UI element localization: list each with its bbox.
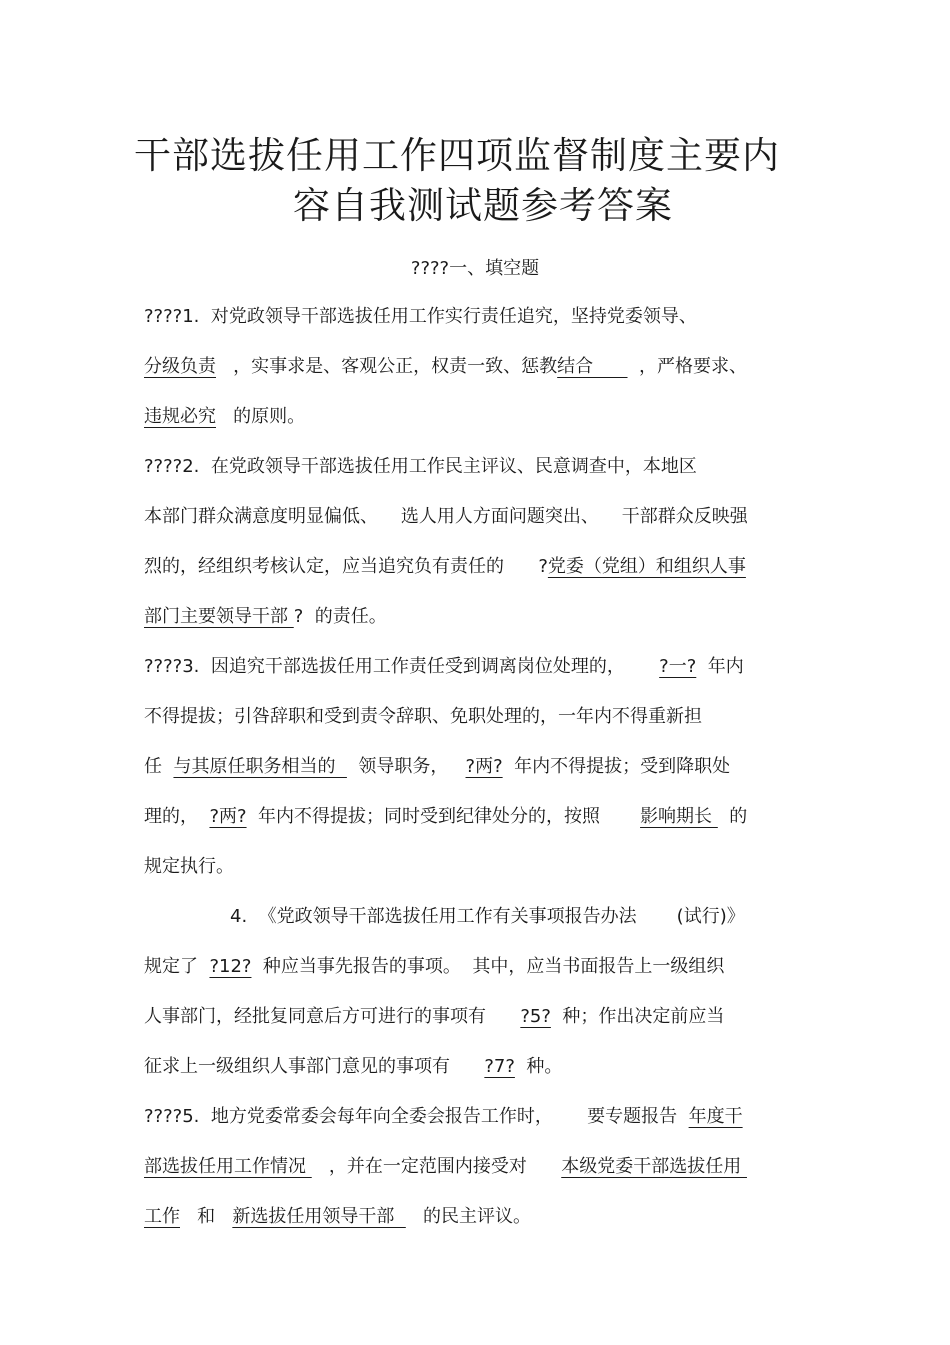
answer-blank: 影响期长 [640,806,718,827]
answer-blank: 结合 [557,356,628,377]
q4-line-1: 4. 《党政领导干部选拔任用工作有关事项报告办法 (试行)》 [230,906,745,927]
answer-blank: 党委（党组）和组织人事 [547,556,746,577]
q4-line-3: 人事部门，经批复同意后方可进行的事项有 ?5? 种；作出决定前应当 [144,1006,725,1027]
answer-blank: ?12? [209,956,252,977]
answer-blank: ?5? [520,1006,551,1027]
q4-line-2: 规定了 ?12? 种应当事先报告的事项。 其中，应当书面报告上一级组织 [144,956,725,977]
q1-line-1: ????1. 对党政领导干部选拔任用工作实行责任追究，坚持党委领导、 [144,306,697,327]
q2-line-3: 烈的，经组织考核认定，应当追究负有责任的 ?党委（党组）和组织人事 [144,556,746,577]
answer-blank: 分级负责 [144,356,216,377]
q1-line-2: 分级负责 ，实事求是、客观公正，权责一致、惩教结合 ，严格要求、 [144,356,747,377]
q2-line-1: ????2. 在党政领导干部选拔任用工作民主评议、民意调查中，本地区 [144,456,697,477]
q2-line-4: 部门主要领导干部 ? 的责任。 [144,606,387,627]
answer-blank: 部选拔任用工作情况 [144,1156,312,1177]
q3-line-2: 不得提拔；引咎辞职和受到责令辞职、免职处理的，一年内不得重新担 [144,706,702,727]
q4-line-4: 征求上一级组织人事部门意见的事项有 ?7? 种。 [144,1056,563,1077]
q3-line-1: ????3. 因追究干部选拔任用工作责任受到调离岗位处理的， ?一? 年内 [144,656,744,677]
document-title-line-2: 容自我测试题参考答案 [293,184,673,227]
document-title-line-1: 干部选拔任用工作四项监督制度主要内 [134,134,780,177]
q3-line-5: 规定执行。 [144,856,234,877]
q5-line-1: ????5. 地方党委常委会每年向全委会报告工作时， 要专题报告 年度干 [144,1106,743,1127]
answer-blank: 违规必究 [144,406,216,427]
answer-blank: ?两? [209,806,247,827]
q5-line-3: 工作 和 新选拔任用领导干部 的民主评议。 [144,1206,531,1227]
answer-blank: 部门主要领导干部 [144,606,294,627]
q1-line-3: 违规必究 的原则。 [144,406,306,427]
answer-blank: 工作 [144,1206,180,1227]
section-heading: ????一、填空题 [410,258,540,279]
answer-blank: 新选拔任用领导干部 [232,1206,406,1227]
q3-line-3: 任 与其原任职务相当的 领导职务， ?两? 年内不得提拔；受到降职处 [144,756,731,777]
q5-line-2: 部选拔任用工作情况 ，并在一定范围内接受对 本级党委干部选拔任用 [144,1156,747,1177]
answer-blank: ?两? [465,756,503,777]
answer-blank: 与其原任职务相当的 [173,756,347,777]
answer-blank: ?7? [484,1056,515,1077]
answer-blank: ?一? [659,656,697,677]
answer-blank: 本级党委干部选拔任用 [561,1156,747,1177]
q2-line-2: 本部门群众满意度明显偏低、 选人用人方面问题突出、 干部群众反映强 [144,506,748,527]
q3-line-4: 理的， ?两? 年内不得提拔；同时受到纪律处分的，按照 影响期长 的 [144,806,748,827]
answer-blank: 年度干 [688,1106,743,1127]
